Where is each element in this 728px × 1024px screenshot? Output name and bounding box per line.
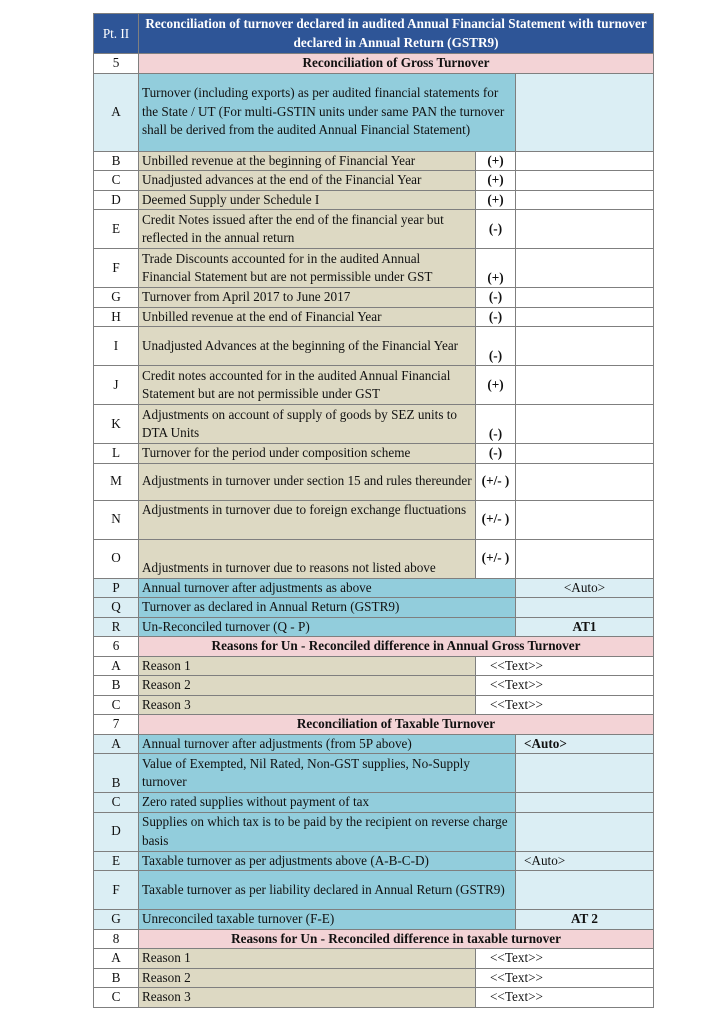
reason-text-field[interactable]: <<Text>> bbox=[476, 968, 654, 988]
row-value-field[interactable]: AT 2 bbox=[516, 910, 654, 930]
row-sign: (-) bbox=[476, 405, 516, 444]
table-row-5i bbox=[94, 327, 654, 366]
table-row-5r bbox=[94, 617, 654, 637]
table-row-5q bbox=[94, 598, 654, 618]
row-sign: (-) bbox=[476, 327, 516, 366]
part-label: Pt. II bbox=[94, 14, 139, 54]
row-code: C bbox=[94, 988, 139, 1008]
table-row-5h bbox=[94, 307, 654, 327]
row-value-field[interactable] bbox=[516, 288, 654, 308]
section-number: 8 bbox=[94, 929, 139, 949]
row-code: N bbox=[94, 500, 139, 539]
row-description: Value of Exempted, Nil Rated, Non-GST supplies, No-Supply turnover bbox=[139, 754, 516, 793]
reason-label: Reason 1 bbox=[139, 656, 476, 676]
table-row-5d bbox=[94, 190, 654, 210]
reason-label: Reason 2 bbox=[139, 968, 476, 988]
row-description: Adjustments on account of supply of goods by SEZ units to DTA Units bbox=[139, 405, 476, 444]
table-row-7a bbox=[94, 734, 654, 754]
row-description: Turnover as declared in Annual Return (GSTR9) bbox=[139, 598, 516, 618]
row-value-field[interactable]: <Auto> bbox=[516, 734, 654, 754]
row-code: A bbox=[94, 73, 139, 151]
row-code: D bbox=[94, 190, 139, 210]
row-value-field[interactable]: <Auto> bbox=[516, 578, 654, 598]
table-row-7g bbox=[94, 910, 654, 930]
row-value-field[interactable] bbox=[516, 210, 654, 249]
section-number: 7 bbox=[94, 715, 139, 735]
row-description: Unreconciled taxable turnover (F-E) bbox=[139, 910, 516, 930]
section-title: Reconciliation of Gross Turnover bbox=[139, 54, 654, 74]
row-value-field[interactable] bbox=[516, 73, 654, 151]
reason-text-field[interactable]: <<Text>> bbox=[476, 656, 654, 676]
row-sign: (+/- ) bbox=[476, 463, 516, 500]
row-code: D bbox=[94, 812, 139, 851]
reason-text-field[interactable]: <<Text>> bbox=[476, 988, 654, 1008]
row-code: P bbox=[94, 578, 139, 598]
row-sign: (+) bbox=[476, 249, 516, 288]
table-row-5n bbox=[94, 500, 654, 539]
row-code: E bbox=[94, 210, 139, 249]
row-code: B bbox=[94, 151, 139, 171]
reason-label: Reason 3 bbox=[139, 695, 476, 715]
row-value-field[interactable] bbox=[516, 500, 654, 539]
row-description: Credit Notes issued after the end of the financial year but reflected in the annual return bbox=[139, 210, 476, 249]
row-description: Annual turnover after adjustments as above bbox=[139, 578, 516, 598]
row-value-field[interactable] bbox=[516, 754, 654, 793]
reason-text-field[interactable]: <<Text>> bbox=[476, 949, 654, 969]
row-code: C bbox=[94, 793, 139, 813]
row-description: Deemed Supply under Schedule I bbox=[139, 190, 476, 210]
row-code: A bbox=[94, 656, 139, 676]
row-value-field[interactable] bbox=[516, 151, 654, 171]
row-code: I bbox=[94, 327, 139, 366]
reason-text-field[interactable]: <<Text>> bbox=[476, 676, 654, 696]
row-code: G bbox=[94, 288, 139, 308]
row-value-field[interactable] bbox=[516, 598, 654, 618]
table-row-5j bbox=[94, 366, 654, 405]
row-sign: (-) bbox=[476, 288, 516, 308]
table-row-5k bbox=[94, 405, 654, 444]
table-header-row bbox=[94, 14, 654, 54]
table-row-5p bbox=[94, 578, 654, 598]
row-sign: (+) bbox=[476, 190, 516, 210]
row-code: B bbox=[94, 754, 139, 793]
table-row-5l bbox=[94, 444, 654, 464]
row-code: H bbox=[94, 307, 139, 327]
row-sign: (-) bbox=[476, 444, 516, 464]
table-row-5e bbox=[94, 210, 654, 249]
table-row-5m bbox=[94, 463, 654, 500]
row-value-field[interactable]: AT1 bbox=[516, 617, 654, 637]
row-description: Credit notes accounted for in the audited Annual Financial Statement but are not permissible under GST bbox=[139, 366, 476, 405]
row-sign: (+) bbox=[476, 366, 516, 405]
row-sign: (+) bbox=[476, 151, 516, 171]
row-code: C bbox=[94, 171, 139, 191]
table-row-6a bbox=[94, 656, 654, 676]
row-code: C bbox=[94, 695, 139, 715]
table-row-5b bbox=[94, 151, 654, 171]
row-code: Q bbox=[94, 598, 139, 618]
row-code: F bbox=[94, 249, 139, 288]
row-code: A bbox=[94, 949, 139, 969]
section-7-header bbox=[94, 715, 654, 735]
row-code: A bbox=[94, 734, 139, 754]
row-sign: (+) bbox=[476, 171, 516, 191]
reconciliation-table bbox=[93, 13, 654, 1008]
reason-label: Reason 2 bbox=[139, 676, 476, 696]
row-value-field[interactable] bbox=[516, 327, 654, 366]
row-value-field[interactable] bbox=[516, 871, 654, 910]
reason-text-field[interactable]: <<Text>> bbox=[476, 695, 654, 715]
table-row-5c bbox=[94, 171, 654, 191]
row-description: Turnover for the period under composition scheme bbox=[139, 444, 476, 464]
table-row-8b bbox=[94, 968, 654, 988]
row-description: Supplies on which tax is to be paid by the recipient on reverse charge basis bbox=[139, 812, 516, 851]
section-8-header bbox=[94, 929, 654, 949]
row-code: K bbox=[94, 405, 139, 444]
row-description: Unadjusted advances at the end of the Financial Year bbox=[139, 171, 476, 191]
section-title: Reconciliation of Taxable Turnover bbox=[139, 715, 654, 735]
table-row-5a bbox=[94, 73, 654, 151]
section-5-header bbox=[94, 54, 654, 74]
row-description: Turnover from April 2017 to June 2017 bbox=[139, 288, 476, 308]
row-code: F bbox=[94, 871, 139, 910]
section-title: Reasons for Un - Reconciled difference in Annual Gross Turnover bbox=[139, 637, 654, 657]
reason-label: Reason 3 bbox=[139, 988, 476, 1008]
table-row-7d bbox=[94, 812, 654, 851]
row-value-field[interactable] bbox=[516, 366, 654, 405]
row-code: L bbox=[94, 444, 139, 464]
row-value-field[interactable] bbox=[516, 171, 654, 191]
row-value-field[interactable] bbox=[516, 793, 654, 813]
row-description: Zero rated supplies without payment of tax bbox=[139, 793, 516, 813]
table-row-6b bbox=[94, 676, 654, 696]
row-description: Annual turnover after adjustments (from 5P above) bbox=[139, 734, 516, 754]
row-value-field[interactable] bbox=[516, 539, 654, 578]
table-title: Reconciliation of turnover declared in audited Annual Financial Statement with turnover declared in Annual Return (GSTR9) bbox=[139, 14, 654, 54]
row-description: Unbilled revenue at the beginning of Financial Year bbox=[139, 151, 476, 171]
row-sign: (-) bbox=[476, 307, 516, 327]
table-row-7c bbox=[94, 793, 654, 813]
row-code: R bbox=[94, 617, 139, 637]
row-sign: (-) bbox=[476, 210, 516, 249]
row-description: Taxable turnover as per liability declared in Annual Return (GSTR9) bbox=[139, 871, 516, 910]
table-row-6c bbox=[94, 695, 654, 715]
row-code: B bbox=[94, 676, 139, 696]
table-row-5f bbox=[94, 249, 654, 288]
table-row-5o bbox=[94, 539, 654, 578]
row-sign: (+/- ) bbox=[476, 539, 516, 578]
table-row-7e bbox=[94, 851, 654, 871]
row-description: Turnover (including exports) as per audited financial statements for the State / UT (For multi-GSTIN units under same PAN the turnover shall be derived from the audited Annual Financial Statement) bbox=[139, 73, 516, 151]
table-row-7b bbox=[94, 754, 654, 793]
section-number: 5 bbox=[94, 54, 139, 74]
table-row-5g bbox=[94, 288, 654, 308]
table-row-8c bbox=[94, 988, 654, 1008]
row-description: Trade Discounts accounted for in the audited Annual Financial Statement but are not permissible under GST bbox=[139, 249, 476, 288]
row-code: G bbox=[94, 910, 139, 930]
section-6-header bbox=[94, 637, 654, 657]
row-code: M bbox=[94, 463, 139, 500]
row-value-field[interactable] bbox=[516, 249, 654, 288]
row-description: Un-Reconciled turnover (Q - P) bbox=[139, 617, 516, 637]
row-value-field[interactable] bbox=[516, 405, 654, 444]
row-code: J bbox=[94, 366, 139, 405]
row-code: B bbox=[94, 968, 139, 988]
row-description: Adjustments in turnover due to foreign exchange fluctuations bbox=[139, 500, 476, 539]
table-row-7f bbox=[94, 871, 654, 910]
row-value-field[interactable] bbox=[516, 444, 654, 464]
section-title: Reasons for Un - Reconciled difference in taxable turnover bbox=[139, 929, 654, 949]
row-description: Unbilled revenue at the end of Financial Year bbox=[139, 307, 476, 327]
row-value-field[interactable] bbox=[516, 463, 654, 500]
row-sign: (+/- ) bbox=[476, 500, 516, 539]
row-code: E bbox=[94, 851, 139, 871]
row-value-field[interactable]: <Auto> bbox=[516, 851, 654, 871]
row-value-field[interactable] bbox=[516, 190, 654, 210]
row-code: O bbox=[94, 539, 139, 578]
row-description: Unadjusted Advances at the beginning of the Financial Year bbox=[139, 327, 476, 366]
row-description: Adjustments in turnover due to reasons not listed above bbox=[139, 539, 476, 578]
row-value-field[interactable] bbox=[516, 307, 654, 327]
reason-label: Reason 1 bbox=[139, 949, 476, 969]
section-number: 6 bbox=[94, 637, 139, 657]
row-description: Taxable turnover as per adjustments above (A-B-C-D) bbox=[139, 851, 516, 871]
table-row-8a bbox=[94, 949, 654, 969]
row-value-field[interactable] bbox=[516, 812, 654, 851]
row-description: Adjustments in turnover under section 15 and rules thereunder bbox=[139, 463, 476, 500]
